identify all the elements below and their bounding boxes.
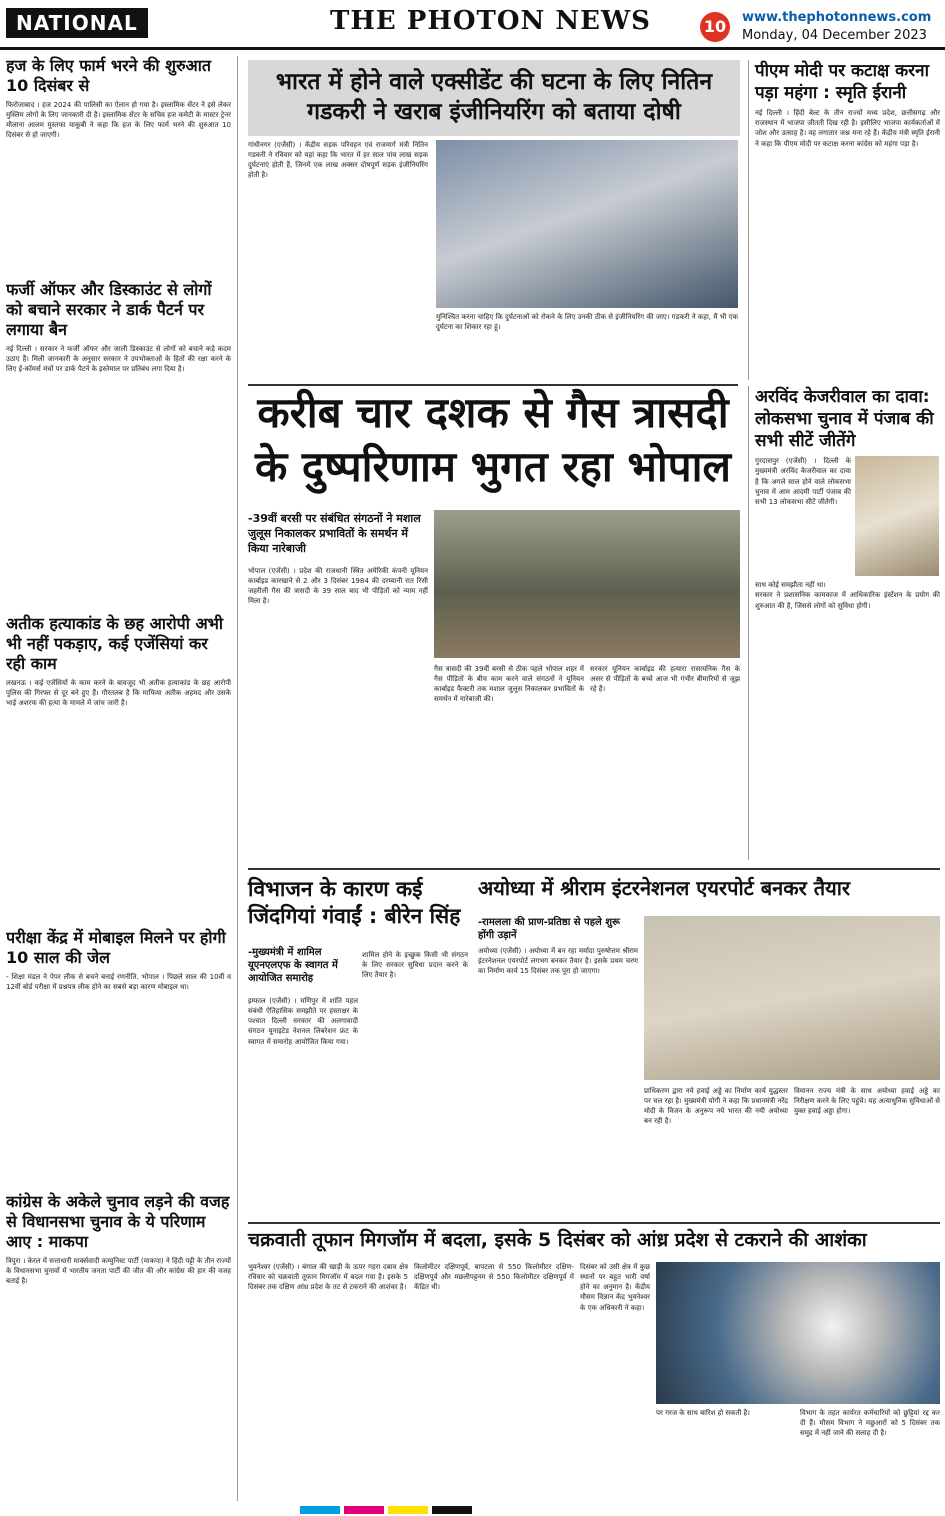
manipur-headline: विभाजन के कारण कई जिंदगियां गंवाईं : बीरेन सिंह bbox=[248, 877, 461, 928]
photo-caption: पर गरज के साथ बारिश हो सकती है। bbox=[656, 1409, 750, 1417]
site-url[interactable]: www.thephotonnews.com bbox=[742, 10, 932, 25]
photo-caption: साथ कोई समझौता नहीं था। bbox=[755, 581, 826, 590]
manipur-body-2 bbox=[362, 950, 468, 1216]
article-exam-mobile bbox=[6, 928, 231, 1192]
bhopal-factory-photo bbox=[434, 510, 740, 658]
article-body: त्रिपुरा । केरल में सत्ताधारी मार्क्सवादी कम्युनिस्ट पार्टी (माकपा) ने हिंदी पट्टी के तीन राज्यों के विधानसभा चुनावों में भारतीय जनता पार्टी की जीत की और कांग्रेस की हार की वजह बताई है। bbox=[6, 1257, 231, 1286]
article-body: इम्फाल (एजेंसी) । मणिपुर में शांति पहल संबंधी ऐतिहासिक समझौते पर हस्ताक्षर के पश्चात दिल्ली सरकार की अलगावादी संगठन यूनाइटेड नेशनल लिबरेशन फ्रंट के स्वागत में समारोह आयोजित किया गया। bbox=[248, 997, 358, 1046]
ayodhya-subhead: -रामलला की प्राण-प्रतिष्ठा से पहले शुरू होंगी उड़ानें bbox=[478, 917, 620, 941]
section-tag: NATIONAL bbox=[6, 8, 148, 38]
color-bar-yellow bbox=[388, 1506, 428, 1514]
color-bar-magenta bbox=[344, 1506, 384, 1514]
article-haj bbox=[6, 56, 231, 280]
kejriwal-photo bbox=[855, 456, 939, 576]
article-body: नई दिल्ली । सरकार ने फर्जी ऑफर और जाली डिस्काउंट से लोगों को बचाने कड़े कदम उठाए हैं। मिली जानकारी के अनुसार सरकार ने उपभोक्ताओं के हितों की रक्षा करने के लिए ई-कॉमर्स मंचों पर डार्क पैटर्न के इस्तेमाल पर प्रतिबंध लगा दिया है। bbox=[6, 345, 231, 374]
cyclone-headline: चक्रवाती तूफान मिगजॉम में बदला, इसके 5 दिसंबर को आंध्र प्रदेश से टकराने की आशंका bbox=[248, 1229, 867, 1251]
headline: पीएम मोदी पर कटाक्ष करना पड़ा महंगा : स्मृति ईरानी bbox=[755, 61, 929, 104]
kejriwal-article bbox=[748, 386, 940, 860]
cyclone-body bbox=[248, 1262, 408, 1502]
article-body: किलोमीटर दक्षिणपूर्व, बापटला से 550 किलोमीटर दक्षिण-दक्षिणपूर्व और मछलीपट्टनम से 550 किलोमीटर दक्षिणपूर्व में केंद्रित थी। bbox=[414, 1263, 574, 1292]
ayodhya-headline: अयोध्या में श्रीराम इंटरनेशनल एयरपोर्ट बनकर तैयार bbox=[478, 876, 851, 900]
headline: कांग्रेस के अकेले चुनाव लड़ने की वजह से विधानसभा चुनाव के ये परिणाम आए : माकपा bbox=[6, 1192, 230, 1251]
article-body: लखनऊ । कई एजेंसियों के काम करने के बावजूद भी अतीक हत्याकांड के छह आरोपी पुलिस की गिरफ्त से दूर बने हुए हैं। गौरतलब है कि माफिया अतीक अहमद और उसके भाई अशरफ की हत्या के मामले में जांच जारी है। bbox=[6, 679, 231, 708]
masthead bbox=[0, 0, 945, 50]
article-body: भुवनेश्वर (एजेंसी) । बंगाल की खाड़ी के ऊपर गहरा दबाव क्षेत्र रविवार को चक्रवाती तूफान मिगजॉम में बदल गया है। इसके 5 दिसंबर तक दक्षिण आंध्र प्रदेश के तट से टकराने की आशंका है। bbox=[248, 1263, 408, 1292]
divider bbox=[248, 868, 940, 870]
article-body: गैस त्रासदी की 39वीं बरसी से ठीक पहले भोपाल शहर में गैस पीड़ितों के बीच काम करने वाले संगठनों ने यूनियन कार्बाइड फैक्टरी तक मशाल जुलूस निकालकर प्रभावितों के समर्थन में नारेबाजी की। bbox=[434, 665, 584, 704]
color-bar-cyan bbox=[300, 1506, 340, 1514]
article-body: अयोध्या (एजेंसी) । अयोध्या में बन रहा मर्यादा पुरुषोत्तम श्रीराम इंटरनेशनल एयरपोर्ट लगभग बनकर तैयार है। इसके प्रथम चरण का निर्माण कार्य 15 दिसंबर तक पूरा हो जाएगा। bbox=[478, 947, 638, 976]
ayodhya-body bbox=[478, 946, 638, 1216]
smriti-article bbox=[748, 60, 940, 380]
bhopal-body-3 bbox=[590, 664, 740, 860]
article-body: दिसंबर को उसी क्षेत्र में कुछ स्थानों पर बहुत भारी वर्षा होने का अनुमान है। केंद्रीय मौसम विज्ञान केंद्र भुवनेश्वर के एक अधिकारी ने कहा। bbox=[580, 1263, 650, 1312]
manipur-subhead: -मुख्यमंत्री में शामिल यूएनएलएफ के स्वागत में आयोजित समारोह bbox=[248, 947, 338, 984]
cyclone-body-3 bbox=[580, 1262, 650, 1502]
headline: अतीक हत्याकांड के छह आरोपी अभी भी नहीं पकड़ाए, कई एजेंसियां कर रही काम bbox=[6, 614, 224, 673]
ayodhya-photo bbox=[644, 916, 940, 1080]
gadkari-photo bbox=[436, 140, 738, 308]
manipur-body bbox=[248, 996, 358, 1216]
cyclone-body-4 bbox=[800, 1408, 940, 1502]
bhopal-subhead: -39वीं बरसी पर संबंधित संगठनों ने मशाल जुलूस निकालकर प्रभावितों के समर्थन में किया नारेबाजी bbox=[248, 512, 421, 555]
article-body: शामिल होने के इच्छुक किसी भी संगठन के लिए सरकार सुविधा प्रदान करने के लिए तैयार है। bbox=[362, 951, 468, 980]
bhopal-body bbox=[248, 566, 428, 860]
article-atiq bbox=[6, 614, 231, 928]
lead-body-continued bbox=[436, 312, 738, 382]
headline: फर्जी ऑफर और डिस्काउंट से लोगों को बचाने सरकार ने डार्क पैटर्न पर लगाया बैन bbox=[6, 280, 212, 339]
headline: हज के लिए फार्म भरने की शुरुआत 10 दिसंबर से bbox=[6, 56, 211, 95]
cyclone-body-2 bbox=[414, 1262, 574, 1502]
article-body: नई दिल्ली । हिंदी बेल्ट के तीन राज्यों मध्य प्रदेश, छत्तीसगढ़ और राजस्थान में भाजपा जीतती दिख रही है। इसीलिए भाजपा कार्यकर्ताओं में जोश और उत्साह है। वह लगातार जश्न मना रहे हैं। केंद्रीय मंत्री स्मृति ईरानी ने कहा कि पीएम मोदी पर कटाक्ष करना कांग्रेस को महंगा पड़ा है। bbox=[755, 109, 940, 148]
lead-headline: भारत में होने वाले एक्सीडेंट की घटना के लिए नितिन गडकरी ने खराब इंजीनियरिंग को बताया दोषी bbox=[248, 60, 740, 136]
article-body: सरकार ने प्रशासनिक कामकाज में आधिकारिक इंस्टेंशन के प्रयोग की शुरुआत की है, जिससे लोगों को सुविधा होगी। bbox=[755, 591, 940, 610]
headline: अरविंद केजरीवाल का दावा: लोकसभा चुनाव में पंजाब की सभी सीटें जीतेंगे bbox=[755, 387, 934, 452]
divider bbox=[248, 1222, 940, 1224]
article-dark-pattern bbox=[6, 280, 231, 614]
bhopal-headline: करीब चार दशक से गैस त्रासदी के दुष्परिणाम भुगत रहा भोपाल bbox=[255, 388, 731, 491]
lead-body bbox=[248, 140, 428, 380]
left-column bbox=[6, 56, 238, 1501]
lead-text: मुनिश्चित करना चाहिए कि दुर्घटनाओं को रोकने के लिए उनकी ठीक से इंजीनियरिंग की जाए। गडकरी ने कहा, मैं भी एक दुर्घटना का शिकार रहा हूं। bbox=[436, 313, 738, 332]
publication-date: Monday, 04 December 2023 bbox=[742, 28, 927, 43]
article-cpim bbox=[6, 1192, 231, 1456]
headline: परीक्षा केंद्र में मोबाइल मिलने पर होगी 10 साल की जेल bbox=[6, 928, 226, 967]
article-body: - शिक्षा मंडल ने पेपर लीक से बचने बनाई रणनीति. भोपाल । पिछले साल की 10वीं व 12वीं बोर्ड परीक्षा में प्रश्नपत्र लीक होने का सबसे बड़ा कारण मोबाइल था। bbox=[6, 973, 231, 992]
article-body: भोपाल (एजेंसी) । प्रदेश की राजधानी स्थित अमेरिकी कंपनी यूनियन कार्बाइड कारखाने से 2 और 3 दिसंबर 1984 की दरम्यानी रात रिसी जहरीली गैस की त्रासदी के 39 साल बाद भी पीड़ितों को न्याय नहीं मिला है। bbox=[248, 567, 428, 606]
article-body: सरकार यूनियन कार्बाइड की हत्यारा रासायनिक गैस के असर से पीड़ितों के बच्चे आज भी गंभीर बीमारियों से जूझ रहे हैं। bbox=[590, 665, 740, 694]
lead-text: गांधीनगर (एजेंसी) । केंद्रीय सड़क परिवहन एवं राजमार्ग मंत्री नितिन गडकरी ने रविवार को यहां कहा कि भारत में हर साल पांच लाख सड़क दुर्घटनाएं होती हैं, जिनमें एक लाख अक्सर दोषपूर्ण सड़क इंजीनियरिंग होती है। bbox=[248, 141, 428, 180]
article-body: विभाग के तहत कार्यरत कर्मचारियों को छुट्टियां रद्द कर दी हैं। मौसम विभाग ने मछुआरों को 5 दिसंबर तक समुद्र में नहीं जाने की सलाह दी है। bbox=[800, 1409, 940, 1438]
article-body: गुरदासपुर (एजेंसी) । दिल्ली के मुख्यमंत्री अरविंद केजरीवाल का दावा है कि अगले साल होने वाले लोकसभा चुनाव में आम आदमी पार्टी पंजाब की सभी 13 लोकसभा सीटें जीतेगी। bbox=[755, 457, 851, 506]
bhopal-body-2 bbox=[434, 664, 584, 860]
ayodhya-body-3 bbox=[794, 1086, 940, 1216]
paper-name: THE PHOTON NEWS bbox=[330, 6, 651, 36]
article-body: फिरोजाबाद । हज 2024 की पालिसी का ऐलान हो गया है। इस्लामिक सेंटर ने इसे लेकर मुस्लिम लोगों के लिए जानकारी दी है। इस्लामिक सेंटर के सचिव हज कमेटी के मास्टर ट्रेनर मौलाना आलम मुस्तफा याकूबी ने कहा कि हज के लिए फार्म भरने की शुरुआत 10 दिसंबर से हो जाएगी। bbox=[6, 101, 231, 140]
ayodhya-body-2 bbox=[644, 1086, 788, 1216]
article-body: प्राधिकरण द्वारा नये हवाई अड्डे का निर्माण कार्य युद्धस्तर पर चल रहा है। मुख्यमंत्री योगी ने कहा कि प्रधानमंत्री नरेंद्र मोदी के विजन के अनुरूप नये भारत की नयी अयोध्या बन रही है। bbox=[644, 1087, 788, 1126]
article-body: विमानन राज्य मंत्री के साथ अयोध्या हवाई अड्डे का निरीक्षण करने के लिए पहुंचे। यह अत्याधुनिक सुविधाओं से युक्त हवाई अड्डा होगा। bbox=[794, 1087, 940, 1116]
color-bar-black bbox=[432, 1506, 472, 1514]
cyclone-satellite-photo bbox=[656, 1262, 940, 1404]
page-number: 10 bbox=[700, 12, 730, 42]
